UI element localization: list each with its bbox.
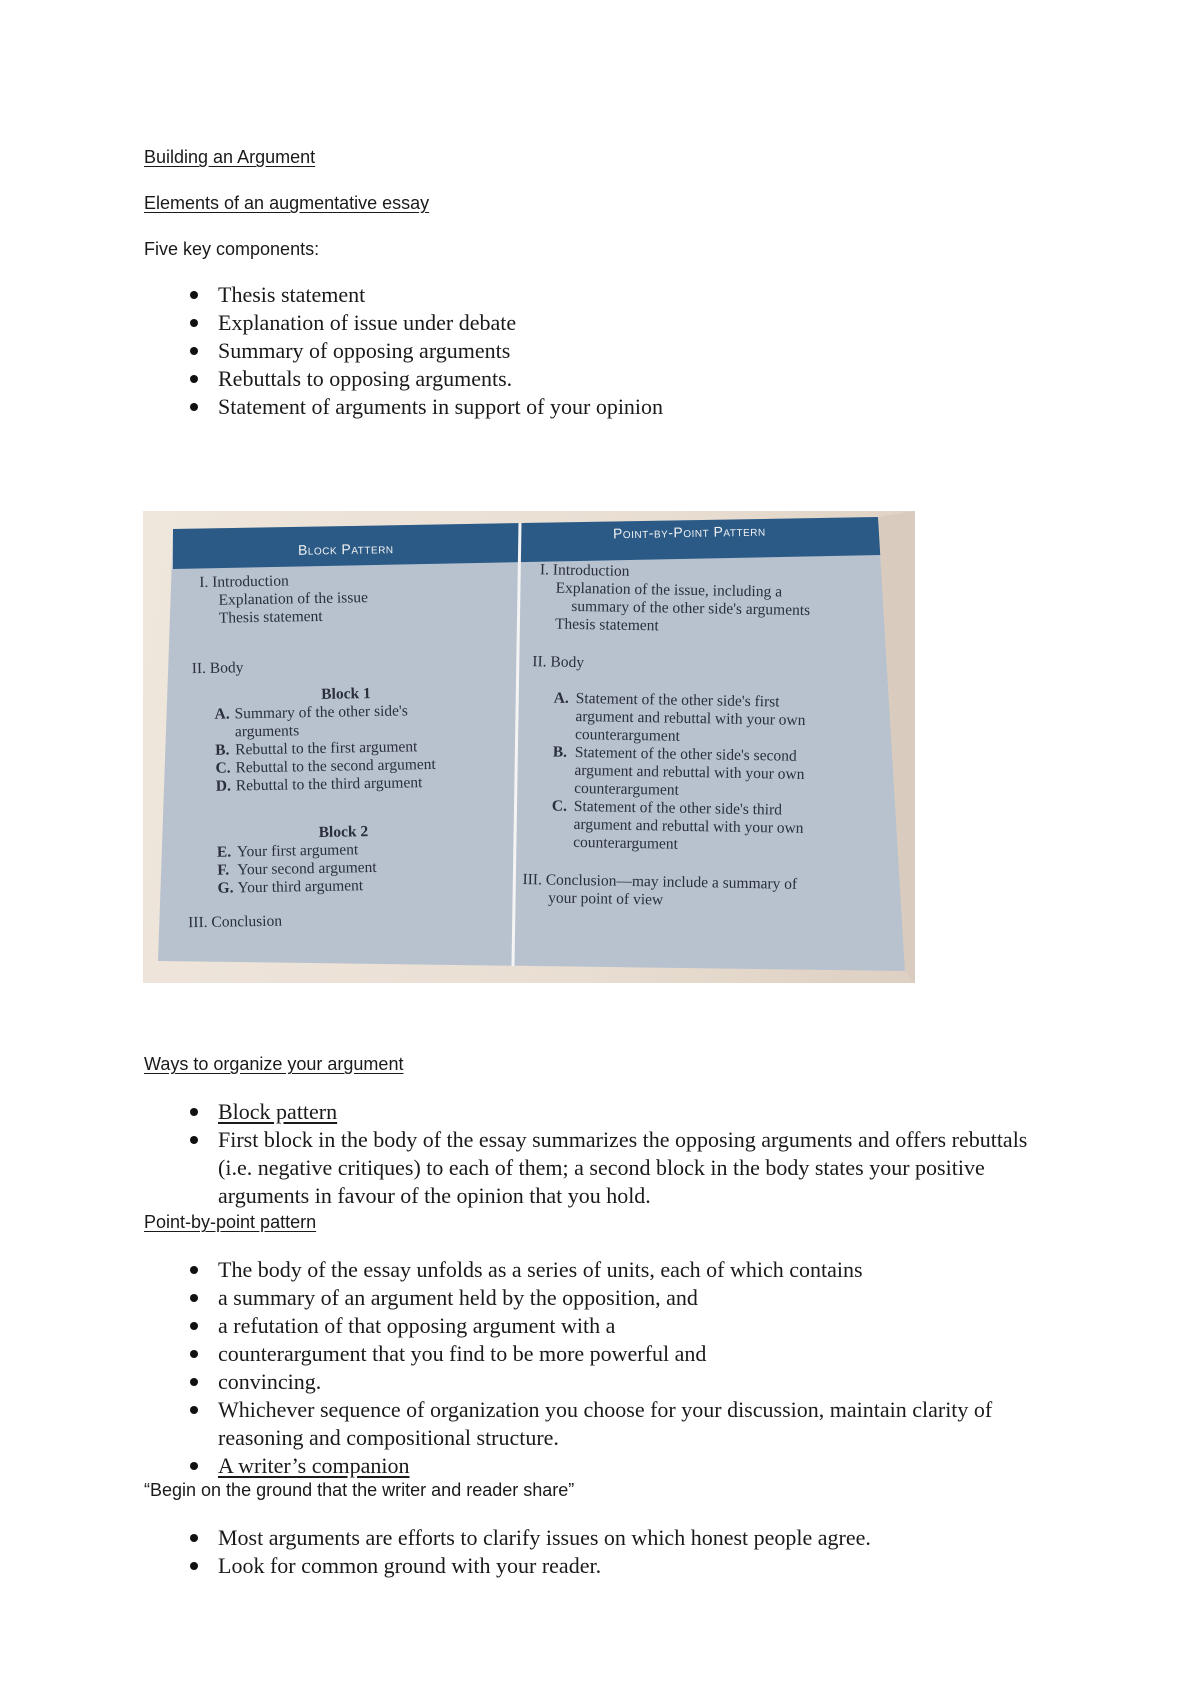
left-body: II. Body — [191, 659, 244, 678]
left-a: Summary of the other side's — [234, 702, 408, 723]
left-b-letter: B. — [215, 741, 230, 759]
right-body: II. Body — [532, 653, 585, 672]
right-b: Statement of the other side's second — [574, 743, 797, 765]
left-conclusion: III. Conclusion — [188, 912, 283, 932]
left-e-letter: E. — [216, 843, 232, 861]
quote-list — [190, 1524, 1050, 1580]
list-item: Thesis statement — [190, 281, 663, 309]
quote-text: “Begin on the ground that the writer and reader share” — [144, 1480, 575, 1500]
pattern-table-photo — [143, 511, 915, 983]
list-item: Statement of arguments in support of your opinion — [190, 393, 663, 421]
left-intro-b: Thesis statement — [218, 607, 323, 627]
block-pattern-header: Block Pattern — [297, 540, 394, 558]
point-pattern-header: Point-by-Point Pattern — [612, 522, 766, 542]
intro-text: Five key components: — [144, 239, 320, 259]
left-a-cont: arguments — [234, 722, 300, 741]
point-by-point-list — [190, 1256, 1050, 1480]
writers-companion-label: A writer’s companion — [218, 1453, 410, 1478]
block-pattern-label: Block pattern — [218, 1099, 338, 1124]
right-a3: counterargument — [574, 725, 680, 745]
list-item: Explanation of issue under debate — [190, 309, 663, 337]
list-item: convincing. — [190, 1368, 1050, 1396]
left-intro-a: Explanation of the issue — [218, 589, 369, 609]
right-intro-a: Explanation of the issue, including a — [555, 579, 783, 601]
list-item: a refutation of that opposing argument with a — [190, 1312, 1050, 1340]
left-e: Your first argument — [236, 841, 359, 861]
left-intro: I. Introduction — [199, 572, 289, 592]
left-block1: Block 1 — [321, 685, 371, 703]
left-c-letter: C. — [215, 759, 231, 777]
right-c3: counterargument — [573, 833, 679, 853]
right-c: Statement of the other side's third — [573, 797, 783, 819]
list-item — [190, 1452, 1050, 1480]
point-by-point-heading: Point-by-point pattern — [144, 1212, 317, 1232]
list-item: a summary of an argument held by the opposition, and — [190, 1284, 1050, 1312]
left-a-letter: A. — [214, 705, 230, 723]
organize-heading: Ways to organize your argument — [144, 1054, 404, 1074]
right-intro-b: Thesis statement — [554, 615, 659, 635]
left-d: Rebuttal to the third argument — [235, 774, 423, 795]
right-c-letter: C. — [551, 797, 568, 815]
right-a2: argument and rebuttal with your own — [575, 707, 806, 729]
left-b: Rebuttal to the first argument — [235, 738, 418, 759]
document-title: Building an Argument — [144, 147, 316, 167]
list-item: First block in the body of the essay summarizes the opposing arguments and offers rebuttals (i.e. negative critiques) to each of them; a second block in the body states your positive arguments in favour of the opinion that you hold. — [190, 1126, 1050, 1210]
right-a-letter: A. — [553, 689, 569, 707]
right-a: Statement of the other side's first — [575, 689, 780, 711]
right-c2: argument and rebuttal with your own — [573, 815, 804, 837]
left-g-letter: G. — [217, 879, 234, 897]
list-item: Rebuttals to opposing arguments. — [190, 365, 663, 393]
right-conclusion: III. Conclusion—may include a summary of — [522, 871, 798, 893]
components-list — [190, 281, 663, 421]
right-intro-a2: summary of the other side's arguments — [571, 597, 811, 620]
left-d-letter: D. — [215, 777, 232, 795]
left-f: Your second argument — [237, 858, 377, 879]
list-item: Summary of opposing arguments — [190, 337, 663, 365]
left-g: Your third argument — [237, 877, 364, 897]
left-block2: Block 2 — [318, 823, 369, 841]
list-item: The body of the essay unfolds as a series of units, each of which contains — [190, 1256, 1050, 1284]
right-intro: I. Introduction — [539, 561, 630, 580]
list-item — [190, 1098, 1050, 1126]
right-b-letter: B. — [552, 743, 568, 761]
right-conclusion2: your point of view — [548, 889, 664, 909]
right-b2: argument and rebuttal with your own — [574, 761, 805, 783]
list-item: Whichever sequence of organization you choose for your discussion, maintain clarity of reasoning and compositional structure. — [190, 1396, 1050, 1452]
list-item: counterargument that you find to be more powerful and — [190, 1340, 1050, 1368]
list-item: Most arguments are efforts to clarify issues on which honest people agree. — [190, 1524, 1050, 1552]
right-b3: counterargument — [574, 779, 680, 799]
organize-list — [190, 1098, 1050, 1210]
list-item: Look for common ground with your reader. — [190, 1552, 1050, 1580]
left-c: Rebuttal to the second argument — [235, 755, 436, 777]
left-f-letter: F. — [217, 861, 230, 879]
section-subtitle: Elements of an augmentative essay — [144, 193, 430, 213]
